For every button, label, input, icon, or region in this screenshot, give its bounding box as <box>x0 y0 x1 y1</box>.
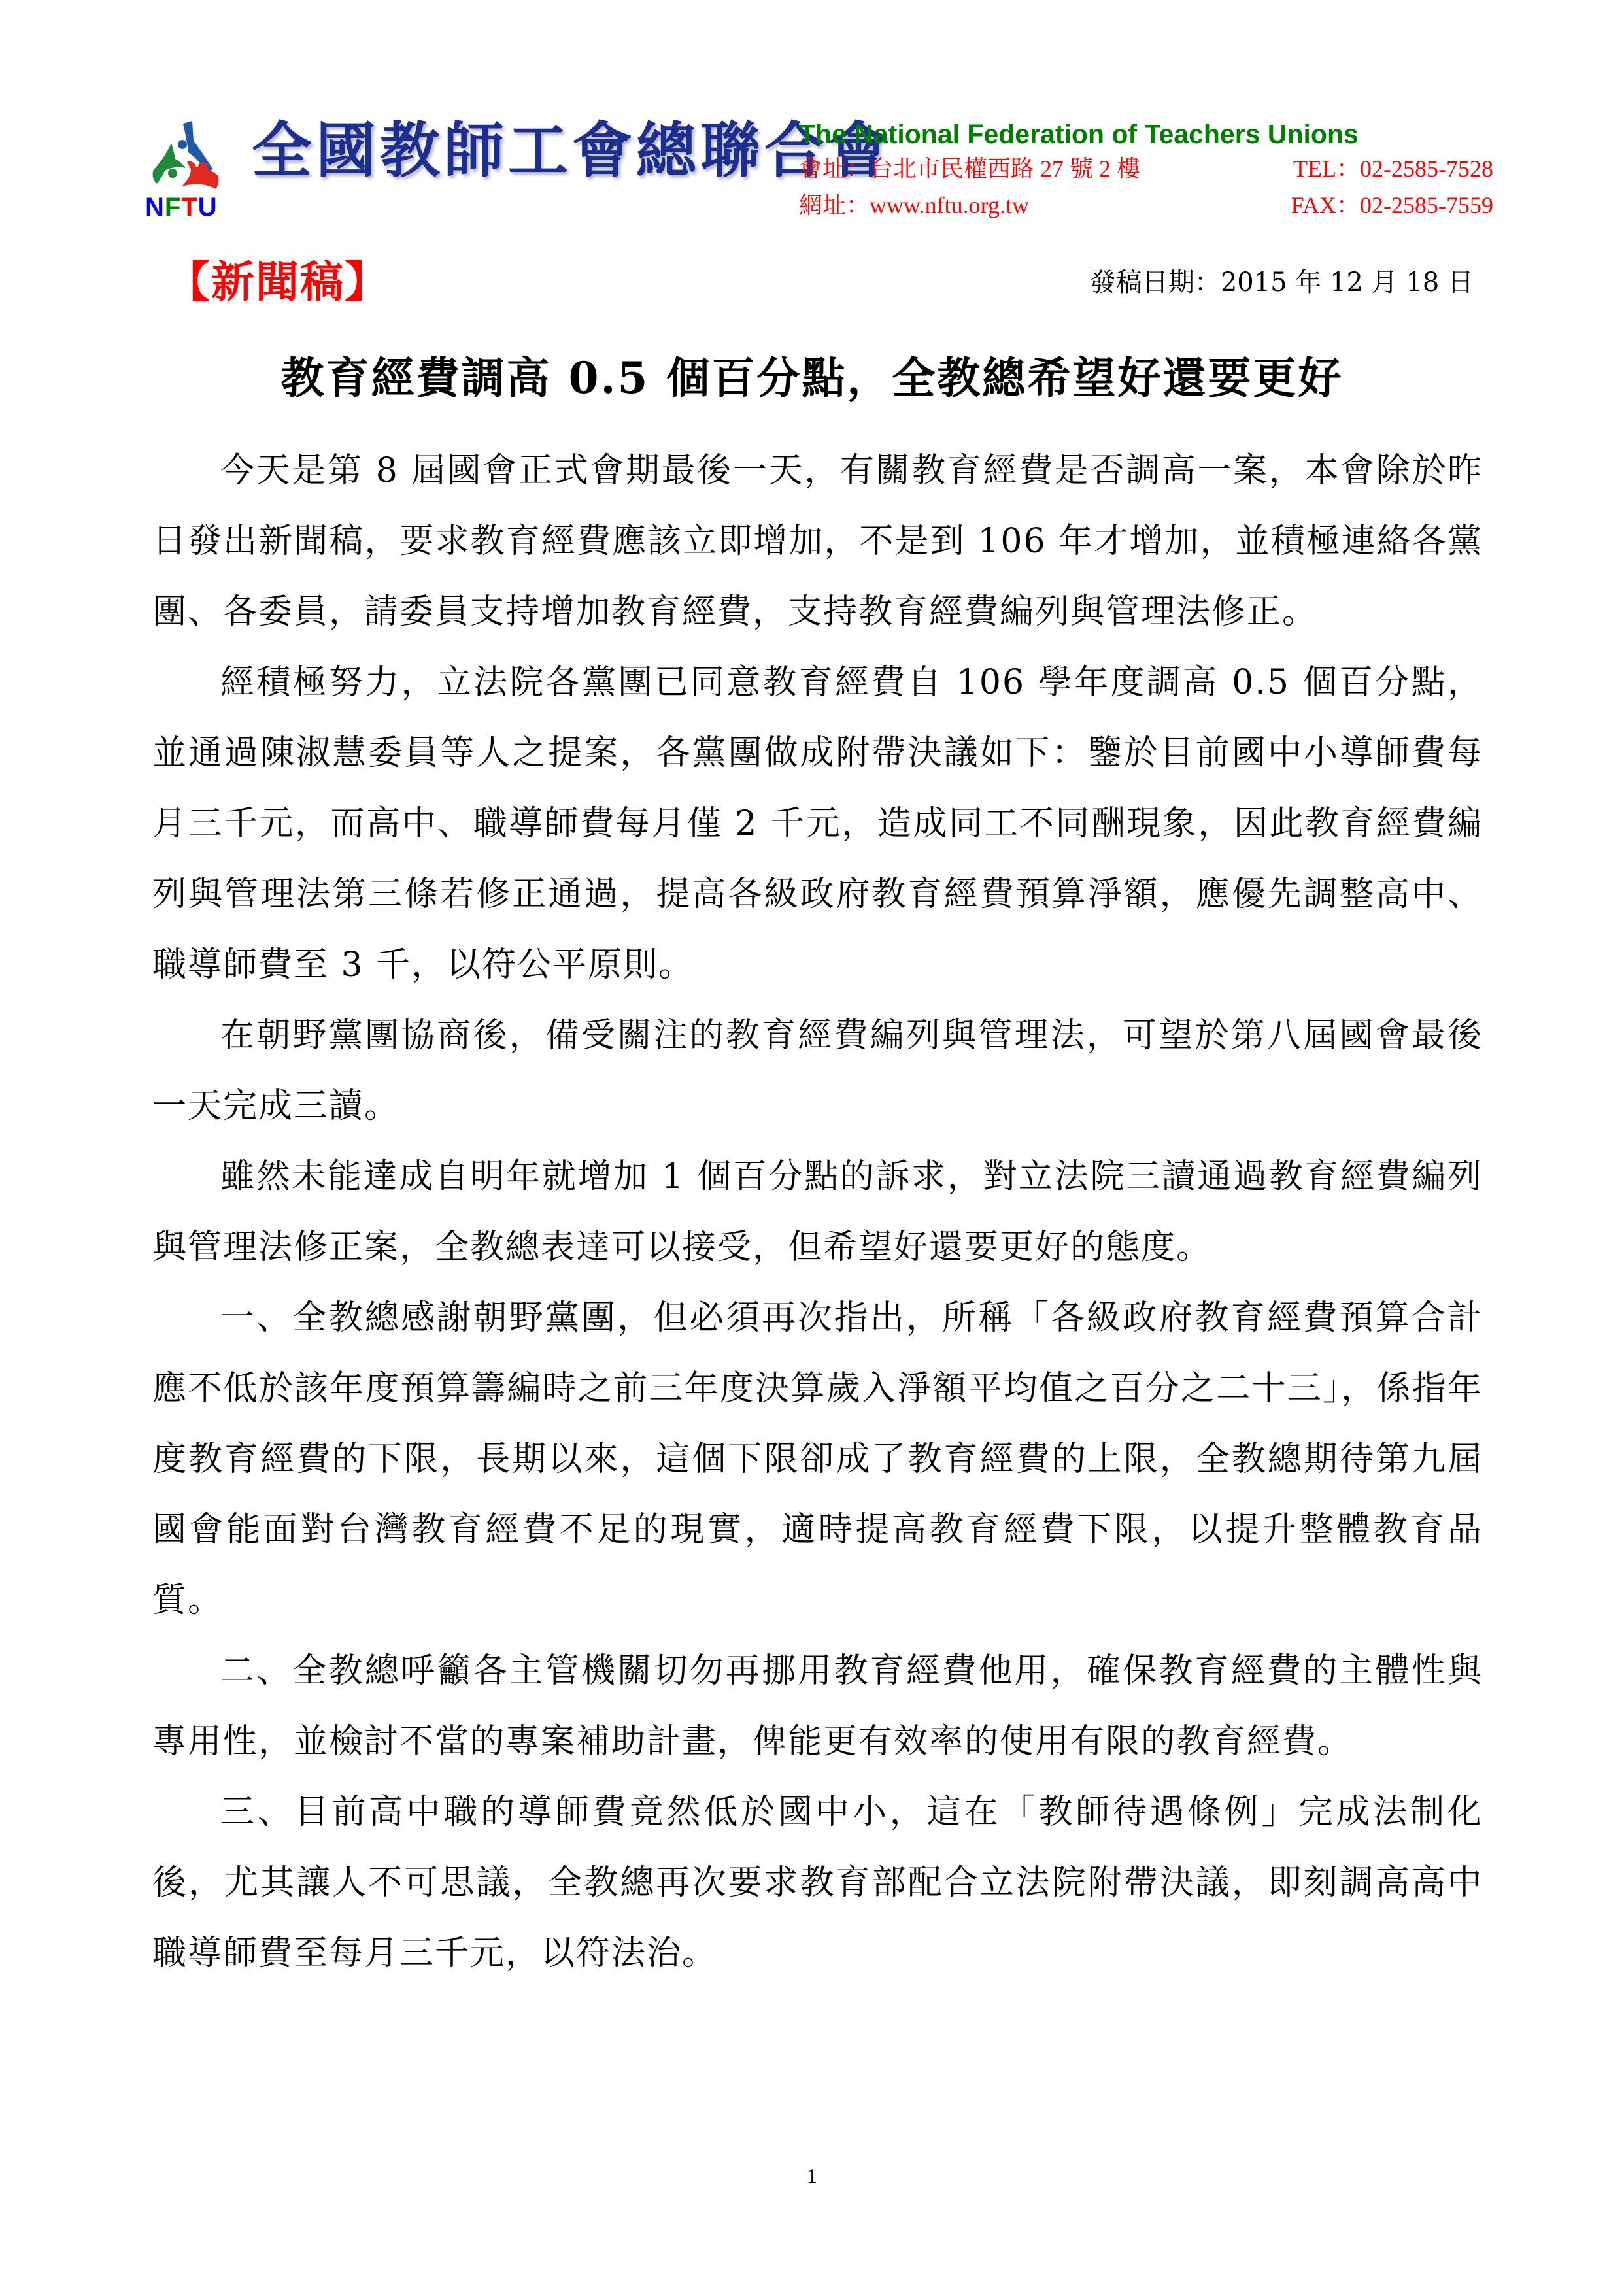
nftu-logo <box>145 121 237 222</box>
fax: FAX：02-2585-7559 <box>1291 192 1493 218</box>
page-number: 1 <box>807 2164 817 2187</box>
article-body <box>152 435 1483 1989</box>
logo-green-figure <box>153 143 186 184</box>
issue-date: 發稿日期：2015 年 12 月 18 日 <box>1089 267 1474 297</box>
contact-row-address <box>799 150 1505 187</box>
nftu-logo-three-figures-icon <box>145 121 237 193</box>
paragraph: 二、全教總呼籲各主管機關切勿再挪用教育經費他用，確保教育經費的主體性與專用性，並檢討不當的專案補助計畫，俾能更有效率的使用有限的教育經費。 <box>152 1651 1483 1761</box>
paragraph: 三、目前高中職的導師費竟然低於國中小，這在「教師待遇條例」完成法制化後，尤其讓人不可思議，全教總再次要求教育部配合立法院附帶決議，即刻調高高中職導師費至每月三千元，以符法治。 <box>152 1793 1483 1973</box>
logo-letter-u: U <box>197 193 218 222</box>
paragraph: 經積極努力，立法院各黨團已同意教育經費自 106 學年度調高 0.5 個百分點，並通過陳淑慧委員等人之提案，各黨團做成附帶決議如下：鑒於目前國中小導師費每月三千元，而高中、職導師費每月僅 2 千元，造成同工不同酬現象，因此教育經費編列與管理法第三條若修正通過，提高各級政府教育經費預算淨額，應優先調整高中、職導師費至 3 千，以符公平原則。 <box>152 663 1483 985</box>
logo-letter-t: T <box>181 193 198 222</box>
logo-letter-f: F <box>164 193 182 222</box>
press-release-label: 【新聞稿】 <box>167 256 389 307</box>
org-name-english: The National Federation of Teachers Unions <box>799 119 1359 149</box>
paragraph: 在朝野黨團協商後，備受關注的教育經費編列與管理法，可望於第八屆國會最後一天完成三讀。 <box>152 1016 1483 1126</box>
headline: 教育經費調高 0.5 個百分點，全教總希望好還要更好 <box>280 352 1344 403</box>
logo-letter-n: N <box>145 193 165 222</box>
logo-red-head <box>198 162 207 171</box>
logo-green-head <box>168 169 177 178</box>
website-link[interactable]: 網址：www.nftu.org.tw <box>799 192 1029 218</box>
paragraph: 一、全教總感謝朝野黨團，但必須再次指出，所稱「各級政府教育經費預算合計應不低於該年度預算籌編時之前三年度決算歲入淨額平均值之百分之二十三」，係指年度教育經費的下限，長期以來，這個下限卻成了教育經費的上限，全教總期待第九屆國會能面對台灣教育經費不足的現實，適時提高教育經費下限，以提升整體教育品質。 <box>152 1298 1483 1620</box>
logo-blue-figure <box>183 121 213 171</box>
telephone: TEL：02-2585-7528 <box>1293 156 1493 182</box>
logo-abbreviation <box>145 194 243 220</box>
contact-block <box>799 118 1505 224</box>
address: 會址：台北市民權西路 27 號 2 樓 <box>799 156 1141 182</box>
org-name-chinese: 全國教師工會總聯合會 <box>252 115 893 186</box>
paragraph: 雖然未能達成自明年就增加 1 個百分點的訴求，對立法院三讀通過教育經費編列與管理法修正案，全教總表達可以接受，但希望好還要更好的態度。 <box>152 1157 1483 1267</box>
contact-row-web <box>799 187 1505 224</box>
paragraph: 今天是第 8 屆國會正式會期最後一天，有關教育經費是否調高一案，本會除於昨日發出新聞稿，要求教育經費應該立即增加，不是到 106 年才增加，並積極連絡各黨團、各委員，請委員支持增加教育經費，支持教育經費編列與管理法修正。 <box>152 451 1483 632</box>
logo-blue-head <box>178 140 187 149</box>
